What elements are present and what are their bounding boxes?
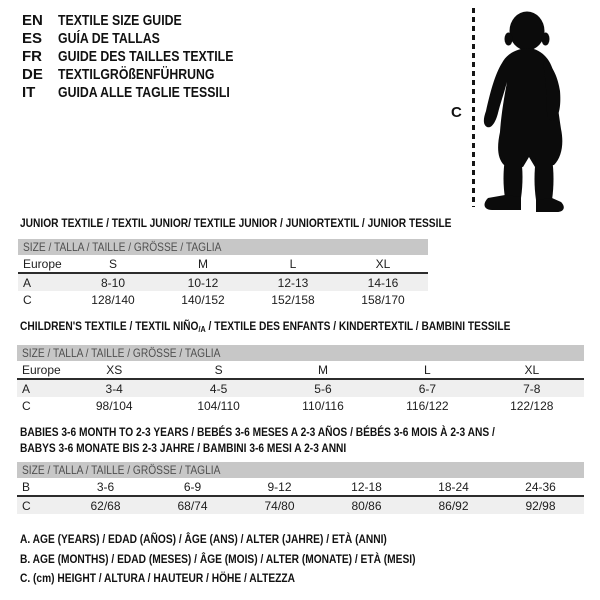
row-label: B	[17, 478, 62, 496]
table-cell: 10-12	[158, 273, 248, 291]
table-row-age	[18, 273, 428, 291]
height-measure-dashed-line	[472, 8, 475, 207]
table-cell: 152/158	[271, 292, 315, 307]
table-header-row	[17, 345, 584, 361]
language-row-en	[22, 11, 272, 29]
table-cell: 80/86	[323, 496, 410, 514]
row-label: A	[17, 379, 62, 397]
language-title: TEXTILGRÖßENFÜHRUNG	[58, 65, 215, 83]
table-header-row	[17, 462, 584, 478]
size-header-bar: SIZE / TALLA / TAILLE / GRÖSSE / TAGLIA	[17, 345, 584, 361]
table-cell: 14-16	[338, 273, 428, 291]
language-code: FR	[22, 47, 42, 65]
row-label: C	[22, 398, 31, 413]
language-title: GUÍA DE TALLAS	[58, 29, 160, 47]
table-cell: 68/74	[149, 496, 236, 514]
children-section-title: CHILDREN'S TEXTILE / TEXTIL $NIÑO_{/A}$ / TEXTILE DES ENFANTS / KINDERTEXTIL / BAMBINI TESSILE	[20, 319, 511, 334]
language-row-es	[22, 29, 272, 47]
row-label: C	[23, 292, 32, 307]
table-cell: 18-24	[410, 478, 497, 496]
language-row-fr	[22, 47, 272, 65]
language-row-de	[22, 65, 272, 83]
table-cell: 12-18	[323, 478, 410, 496]
legend-notes	[20, 530, 485, 589]
junior-size-table	[18, 239, 428, 308]
table-header-row	[18, 239, 428, 255]
language-title: TEXTILE SIZE GUIDE	[58, 11, 182, 29]
table-cell: 128/140	[91, 292, 135, 307]
table-row-europe	[18, 255, 428, 273]
babies-section-title: BABIES 3-6 MONTH TO 2-3 YEARS / BEBÉS 3-6 MESES A 2-3 AÑOS / BÉBÉS 3-6 MOIS À 2-3 ANS / BABYS 3-6 MONATE BIS 2-3 JAHRE / BAMBINI 3-6 MESI A 2-3 ANNI	[20, 425, 495, 455]
table-cell: L	[248, 255, 338, 273]
size-header-bar: SIZE / TALLA / TAILLE / GRÖSSE / TAGLIA	[18, 239, 428, 255]
table-cell: S	[68, 255, 158, 273]
children-size-table	[17, 345, 584, 414]
table-cell: 86/92	[410, 496, 497, 514]
row-label: A	[18, 273, 68, 291]
table-cell: 140/152	[181, 292, 225, 307]
table-cell: 6-9	[149, 478, 236, 496]
junior-section-title: JUNIOR TEXTILE / TEXTIL JUNIOR/ TEXTILE JUNIOR / JUNIORTEXTIL / JUNIOR TESSILE	[20, 216, 452, 230]
row-label: Europe	[18, 255, 68, 273]
language-title: GUIDE DES TAILLES TEXTILE	[58, 47, 234, 65]
table-cell: 12-13	[248, 273, 338, 291]
language-code: DE	[22, 65, 43, 83]
table-cell: 104/110	[197, 398, 240, 413]
baby-silhouette	[483, 8, 600, 213]
table-cell: 24-36	[497, 478, 584, 496]
table-row-age	[17, 379, 584, 397]
row-label: C	[17, 496, 62, 514]
table-cell: 110/116	[302, 398, 344, 413]
note-c: C. (cm) HEIGHT / ALTURA / HAUTEUR / HÖHE / ALTEZZA	[20, 571, 296, 585]
table-cell: 6-7	[375, 379, 479, 397]
table-cell: S	[166, 361, 270, 379]
table-cell: 3-6	[62, 478, 149, 496]
table-cell: 122/128	[510, 398, 554, 413]
table-cell: 62/68	[62, 496, 149, 514]
language-title: GUIDA ALLE TAGLIE TESSILI	[58, 83, 230, 101]
table-cell: XS	[62, 361, 166, 379]
table-row-europe	[17, 361, 584, 379]
table-row-height	[18, 291, 428, 308]
language-code: ES	[22, 29, 43, 47]
language-list	[22, 11, 272, 101]
table-cell: 5-6	[271, 379, 375, 397]
language-code: EN	[22, 11, 43, 29]
table-row-height	[17, 397, 584, 414]
table-cell: 9-12	[236, 478, 323, 496]
table-cell: 8-10	[68, 273, 158, 291]
subscript-a: /A	[198, 324, 206, 334]
table-cell: M	[158, 255, 248, 273]
table-row-height	[17, 496, 584, 514]
table-cell: 92/98	[497, 496, 584, 514]
language-row-it	[22, 83, 272, 101]
table-cell: 74/80	[236, 496, 323, 514]
table-cell: 3-4	[62, 379, 166, 397]
table-cell: L	[375, 361, 479, 379]
height-measure-label: C	[451, 104, 462, 121]
table-cell: 116/122	[406, 398, 449, 413]
table-cell: XL	[480, 361, 584, 379]
table-cell: 158/170	[361, 292, 405, 307]
babies-size-table	[17, 462, 584, 514]
note-b: B. AGE (MONTHS) / EDAD (MESES) / ÂGE (MOIS) / ALTER (MONATE) / ETÀ (MESI)	[20, 551, 416, 566]
table-cell: M	[271, 361, 375, 379]
table-row-months	[17, 478, 584, 496]
table-cell: 98/104	[95, 398, 133, 413]
table-cell: XL	[338, 255, 428, 273]
table-cell: 7-8	[480, 379, 584, 397]
table-cell: 4-5	[166, 379, 270, 397]
size-header-bar: SIZE / TALLA / TAILLE / GRÖSSE / TAGLIA	[17, 462, 584, 478]
note-a: A. AGE (YEARS) / EDAD (AÑOS) / ÂGE (ANS) / ALTER (JAHRE) / ETÀ (ANNI)	[20, 532, 387, 546]
language-code: IT	[22, 83, 36, 101]
row-label: Europe	[17, 361, 62, 379]
